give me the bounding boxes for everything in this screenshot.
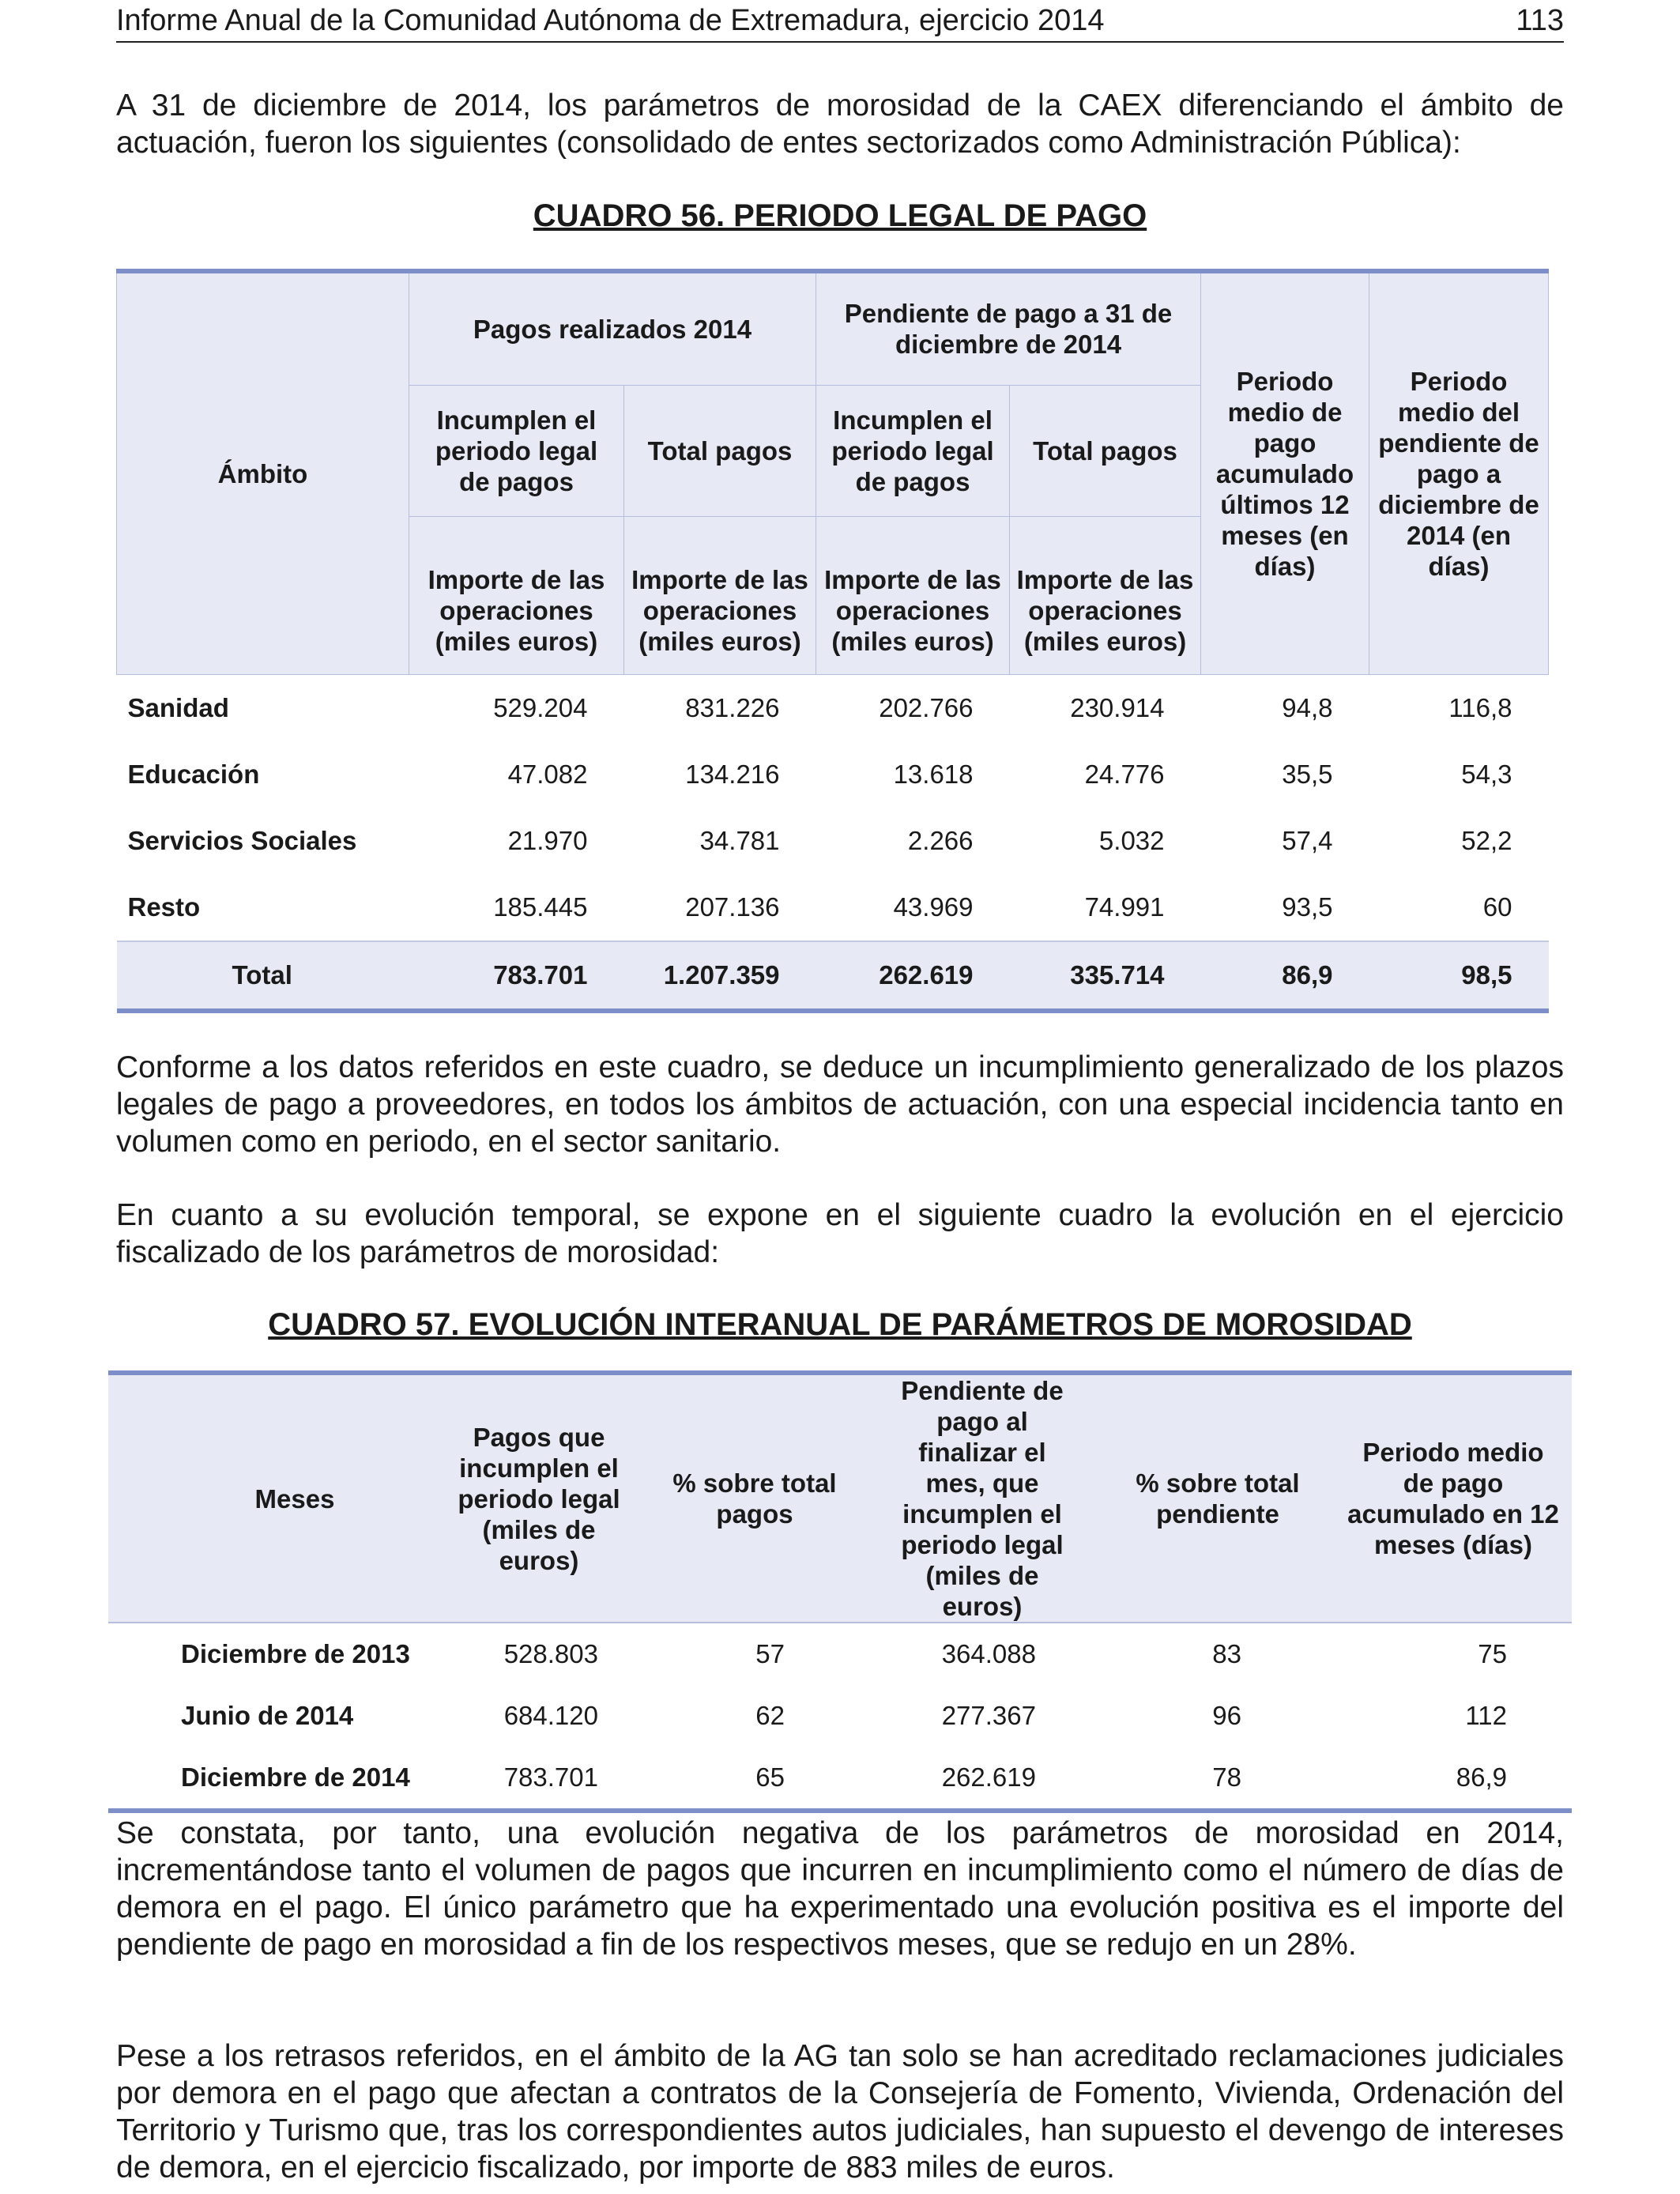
cuadro57-table <box>108 1370 1572 1813</box>
cuadro56-table <box>116 269 1549 1013</box>
header-periodo-medio-pendiente: Periodo medio del pendiente de pago a diciembre de 2014 (en días) <box>1369 271 1549 674</box>
cell-value: 86,9 <box>1335 1747 1572 1811</box>
header-total-pagos: Total pagos <box>624 385 816 516</box>
row-label: Diciembre de 2014 <box>108 1747 432 1811</box>
cell-value: 47.082 <box>507 759 588 789</box>
cell-value: 5.032 <box>1098 825 1165 855</box>
cell-value: 230.914 <box>1070 692 1165 722</box>
cell-value: 262.619 <box>864 1747 1101 1811</box>
header-incumplen-pendiente: Incumplen el periodo legal de pagos <box>816 385 1010 516</box>
cell-value: 96 <box>1212 1701 1241 1730</box>
row-label: Servicios Sociales <box>127 825 357 855</box>
row-label: Diciembre de 2013 <box>181 1639 410 1668</box>
cell-value: 207.136 <box>685 892 780 922</box>
running-header <box>116 2 1564 43</box>
row-label: Educación <box>127 759 260 789</box>
cell-value: 116,8 <box>1448 692 1512 722</box>
cell-value: 529.204 <box>493 692 588 722</box>
paragraph-constata: Se constata, por tanto, una evolución negativa de los parámetros de morosidad en 2014, incrementándose tanto el volumen de pagos que incurren en incumplimiento como el número de días de demora en el pago. El único parámetro que ha experimentado una evolución positiva es el importe del pendiente de pago en morosidad a fin de los respectivos meses, que se redujo en un 28%. <box>116 1816 1564 1962</box>
cell-value: 57,4 <box>1282 825 1333 855</box>
cell-value: 831.226 <box>685 692 780 722</box>
total-value: 1.207.359 <box>624 941 816 1011</box>
cuadro57-caption: CUADRO 57. EVOLUCIÓN INTERANUAL DE PARÁMETROS DE MOROSIDAD <box>268 1307 1412 1342</box>
page-number: 113 <box>1516 4 1564 37</box>
cell-value: 2.266 <box>907 825 974 855</box>
header-total-pendiente: Total pagos <box>1010 385 1201 516</box>
cell-value: 202.766 <box>879 692 974 722</box>
paragraph-evolucion: En cuanto a su evolución temporal, se expone en el siguiente cuadro la evolución en el ejercicio fiscalizado de los parámetros de morosidad: <box>116 1198 1564 1269</box>
header-importe-3: Importe de las operaciones (miles euros) <box>816 516 1010 674</box>
cell-value: 21.970 <box>507 825 588 855</box>
cell-value: 684.120 <box>503 1701 598 1730</box>
total-label: Total <box>117 941 409 1011</box>
header-pagos-realizados: Pagos realizados 2014 <box>409 271 816 385</box>
header-periodo-medio-pago: Periodo medio de pago acumulado últimos 12 meses (en días) <box>1201 271 1369 674</box>
header-importe-2: Importe de las operaciones (miles euros) <box>624 516 816 674</box>
total-value: 86,9 <box>1201 941 1369 1011</box>
cell-value: 78 <box>1101 1747 1335 1811</box>
cell-value: 112 <box>1465 1701 1507 1730</box>
table-row <box>117 808 1549 874</box>
header-pct-total-pagos: % sobre total pagos <box>646 1373 864 1623</box>
cuadro56-caption: CUADRO 56. PERIODO LEGAL DE PAGO <box>533 198 1147 233</box>
table-row <box>117 674 1549 741</box>
cell-value: 74.991 <box>1084 892 1165 922</box>
header-title: Informe Anual de la Comunidad Autónoma de Extremadura, ejercicio 2014 <box>116 4 1105 37</box>
header-pendiente: Pendiente de pago a 31 de diciembre de 2014 <box>816 271 1201 385</box>
cell-value: 65 <box>646 1747 864 1811</box>
table-row <box>108 1747 1572 1811</box>
row-label: Sanidad <box>127 692 229 722</box>
cell-value: 364.088 <box>941 1639 1036 1668</box>
cell-value: 52,2 <box>1461 825 1512 855</box>
header-meses: Meses <box>108 1373 432 1623</box>
paragraph-retrasos: Pese a los retrasos referidos, en el ámbito de la AG tan solo se han acreditado reclamaciones judiciales por demora en el pago que afectan a contratos de la Consejería de Fomento, Vivienda, Ordenación del Territorio y Turismo que, tras los correspondientes autos judiciales, han supuesto el devengo de intereses de demora, en el ejercicio fiscalizado, por importe de 883 miles de euros. <box>116 2039 1564 2185</box>
cell-value: 94,8 <box>1282 692 1333 722</box>
row-label: Resto <box>127 892 201 922</box>
cell-value: 54,3 <box>1461 759 1512 789</box>
total-row <box>117 941 1549 1011</box>
cell-value: 93,5 <box>1282 892 1333 922</box>
intro-paragraph: A 31 de diciembre de 2014, los parámetros de morosidad de la CAEX diferenciando el ámbito de actuación, fueron los siguientes (consolidado de entes sectorizados como Administración Pública): <box>116 89 1564 160</box>
header-pendiente-finalizar: Pendiente de pago al finalizar el mes, que incumplen el periodo legal (miles de euros) <box>864 1373 1101 1623</box>
total-value: 335.714 <box>1010 941 1201 1011</box>
cell-value: 24.776 <box>1084 759 1165 789</box>
header-importe-1: Importe de las operaciones (miles euros) <box>409 516 624 674</box>
total-value: 98,5 <box>1369 941 1549 1011</box>
table-row <box>117 874 1549 941</box>
table-row <box>117 741 1549 808</box>
header-incumplen-pagos: Incumplen el periodo legal de pagos <box>409 385 624 516</box>
total-value: 262.619 <box>816 941 1010 1011</box>
cell-value: 134.216 <box>685 759 780 789</box>
cell-value: 783.701 <box>432 1747 646 1811</box>
cell-value: 60 <box>1482 892 1512 922</box>
table-row <box>108 1623 1572 1685</box>
cell-value: 35,5 <box>1282 759 1333 789</box>
header-pagos-incumplen: Pagos que incumplen el periodo legal (miles de euros) <box>432 1373 646 1623</box>
cell-value: 277.367 <box>941 1701 1036 1730</box>
total-value: 783.701 <box>409 941 624 1011</box>
header-pct-total-pendiente: % sobre total pendiente <box>1101 1373 1335 1623</box>
cell-value: 13.618 <box>893 759 974 789</box>
cell-value: 62 <box>755 1701 785 1730</box>
cell-value: 83 <box>1212 1639 1241 1668</box>
cell-value: 185.445 <box>493 892 588 922</box>
cell-value: 528.803 <box>503 1639 598 1668</box>
paragraph-conforme: Conforme a los datos referidos en este cuadro, se deduce un incumplimiento generalizado de los plazos legales de pago a proveedores, en todos los ámbitos de actuación, con una especial incidencia tanto en volumen como en periodo, en el sector sanitario. <box>116 1050 1564 1159</box>
table-row <box>108 1685 1572 1747</box>
row-label: Junio de 2014 <box>181 1701 354 1730</box>
header-importe-4: Importe de las operaciones (miles euros) <box>1010 516 1201 674</box>
cell-value: 43.969 <box>893 892 974 922</box>
cell-value: 75 <box>1478 1639 1507 1668</box>
header-ambito: Ámbito <box>117 271 409 674</box>
cell-value: 57 <box>755 1639 785 1668</box>
cell-value: 34.781 <box>699 825 780 855</box>
header-periodo-medio: Periodo medio de pago acumulado en 12 meses (días) <box>1335 1373 1572 1623</box>
